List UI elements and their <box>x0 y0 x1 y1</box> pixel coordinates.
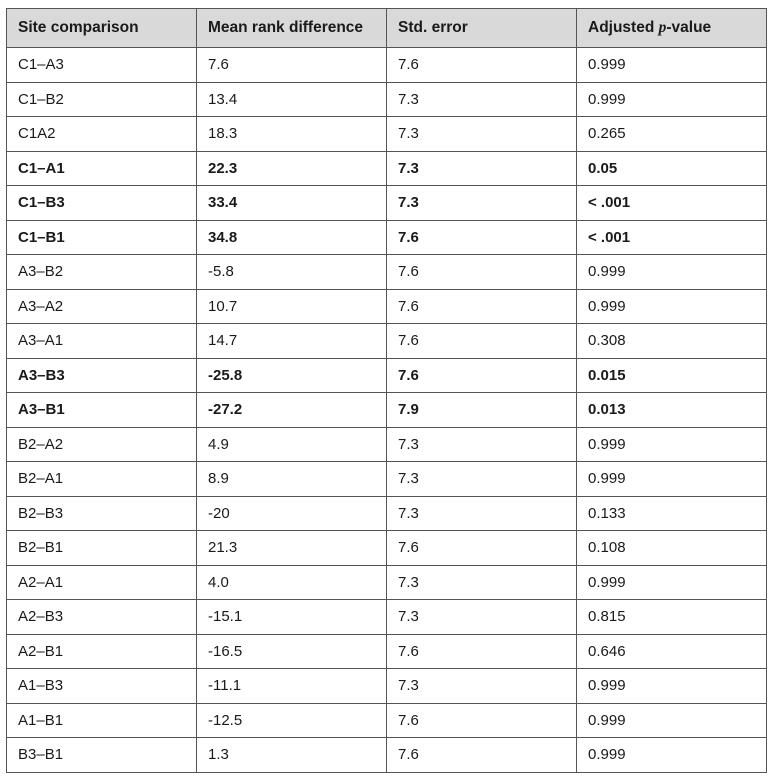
table-row <box>7 669 767 704</box>
mean-rank-difference-cell: 22.3 <box>197 151 387 186</box>
adjusted-p-value-cell: 0.133 <box>577 496 767 531</box>
mean-rank-difference-cell: 13.4 <box>197 82 387 117</box>
table-row <box>7 117 767 152</box>
adjusted-p-value-cell: 0.015 <box>577 358 767 393</box>
table-row <box>7 289 767 324</box>
std-error-cell: 7.3 <box>387 462 577 497</box>
adjusted-p-value-cell: 0.999 <box>577 48 767 83</box>
std-error-cell: 7.6 <box>387 531 577 566</box>
table-row <box>7 427 767 462</box>
mean-rank-difference-cell: 8.9 <box>197 462 387 497</box>
std-error-cell: 7.9 <box>387 393 577 428</box>
comparison-cell: A2–A1 <box>7 565 197 600</box>
std-error-cell: 7.3 <box>387 117 577 152</box>
mean-rank-difference-cell: 34.8 <box>197 220 387 255</box>
comparison-cell: C1–A3 <box>7 48 197 83</box>
comparison-cell: C1–B3 <box>7 186 197 221</box>
table-row <box>7 393 767 428</box>
adjusted-p-value-cell: 0.646 <box>577 634 767 669</box>
table-row <box>7 48 767 83</box>
mean-rank-difference-cell: 1.3 <box>197 738 387 773</box>
adjusted-p-value-cell: 0.999 <box>577 427 767 462</box>
comparison-cell: A2–B3 <box>7 600 197 635</box>
comparison-cell: A3–B3 <box>7 358 197 393</box>
mean-rank-difference-cell: 18.3 <box>197 117 387 152</box>
adjusted-p-value-cell: < .001 <box>577 186 767 221</box>
adjusted-p-value-cell: 0.999 <box>577 289 767 324</box>
mean-rank-difference-cell: 21.3 <box>197 531 387 566</box>
table-row <box>7 82 767 117</box>
comparison-cell: B2–B3 <box>7 496 197 531</box>
mean-rank-difference-cell: 33.4 <box>197 186 387 221</box>
std-error-cell: 7.6 <box>387 255 577 290</box>
std-error-cell: 7.6 <box>387 358 577 393</box>
table-header <box>7 9 767 48</box>
table-row <box>7 220 767 255</box>
mean-rank-difference-cell: -16.5 <box>197 634 387 669</box>
mean-rank-difference-cell: 10.7 <box>197 289 387 324</box>
table-row <box>7 324 767 359</box>
mean-rank-difference-cell: -25.8 <box>197 358 387 393</box>
std-error-cell: 7.6 <box>387 703 577 738</box>
std-error-cell: 7.6 <box>387 220 577 255</box>
adjusted-p-value-cell: 0.013 <box>577 393 767 428</box>
table-row <box>7 496 767 531</box>
table-row <box>7 703 767 738</box>
header-adjusted-p-value <box>577 9 767 48</box>
table-row <box>7 186 767 221</box>
comparison-cell: A3–B2 <box>7 255 197 290</box>
table-row <box>7 255 767 290</box>
adjusted-p-value-cell: 0.05 <box>577 151 767 186</box>
adjusted-p-value-cell: < .001 <box>577 220 767 255</box>
std-error-cell: 7.6 <box>387 738 577 773</box>
std-error-cell: 7.6 <box>387 324 577 359</box>
adjusted-p-value-cell: 0.999 <box>577 82 767 117</box>
header-site-comparison: Site comparison <box>7 9 197 48</box>
mean-rank-difference-cell: -5.8 <box>197 255 387 290</box>
comparison-cell: C1–A1 <box>7 151 197 186</box>
header-std-error: Std. error <box>387 9 577 48</box>
site-comparison-table <box>6 8 767 773</box>
adjusted-p-value-cell: 0.999 <box>577 738 767 773</box>
comparison-cell: C1A2 <box>7 117 197 152</box>
mean-rank-difference-cell: -12.5 <box>197 703 387 738</box>
adjusted-p-value-cell: 0.815 <box>577 600 767 635</box>
header-adjusted-p-prefix: Adjusted <box>588 19 659 36</box>
mean-rank-difference-cell: 4.0 <box>197 565 387 600</box>
comparison-cell: A1–B1 <box>7 703 197 738</box>
adjusted-p-value-cell: 0.108 <box>577 531 767 566</box>
table-row <box>7 634 767 669</box>
header-adjusted-p-italic: p <box>658 19 667 36</box>
std-error-cell: 7.3 <box>387 496 577 531</box>
adjusted-p-value-cell: 0.999 <box>577 565 767 600</box>
header-row <box>7 9 767 48</box>
std-error-cell: 7.3 <box>387 82 577 117</box>
table-row <box>7 531 767 566</box>
std-error-cell: 7.3 <box>387 565 577 600</box>
comparison-cell: B3–B1 <box>7 738 197 773</box>
table-container <box>6 8 766 773</box>
comparison-cell: C1–B1 <box>7 220 197 255</box>
table-row <box>7 565 767 600</box>
adjusted-p-value-cell: 0.265 <box>577 117 767 152</box>
comparison-cell: B2–A1 <box>7 462 197 497</box>
comparison-cell: C1–B2 <box>7 82 197 117</box>
table-row <box>7 462 767 497</box>
std-error-cell: 7.3 <box>387 151 577 186</box>
std-error-cell: 7.6 <box>387 634 577 669</box>
mean-rank-difference-cell: -27.2 <box>197 393 387 428</box>
adjusted-p-value-cell: 0.308 <box>577 324 767 359</box>
std-error-cell: 7.6 <box>387 48 577 83</box>
comparison-cell: A1–B3 <box>7 669 197 704</box>
adjusted-p-value-cell: 0.999 <box>577 703 767 738</box>
mean-rank-difference-cell: 14.7 <box>197 324 387 359</box>
table-row <box>7 738 767 773</box>
adjusted-p-value-cell: 0.999 <box>577 462 767 497</box>
comparison-cell: A2–B1 <box>7 634 197 669</box>
comparison-cell: A3–B1 <box>7 393 197 428</box>
comparison-cell: B2–A2 <box>7 427 197 462</box>
table-row <box>7 358 767 393</box>
header-adjusted-p-suffix: -value <box>666 19 712 36</box>
comparison-cell: A3–A2 <box>7 289 197 324</box>
mean-rank-difference-cell: -15.1 <box>197 600 387 635</box>
header-mean-rank-difference: Mean rank difference <box>197 9 387 48</box>
std-error-cell: 7.3 <box>387 669 577 704</box>
mean-rank-difference-cell: -20 <box>197 496 387 531</box>
table-row <box>7 600 767 635</box>
table-body <box>7 48 767 773</box>
std-error-cell: 7.3 <box>387 600 577 635</box>
adjusted-p-value-cell: 0.999 <box>577 255 767 290</box>
table-row <box>7 151 767 186</box>
comparison-cell: A3–A1 <box>7 324 197 359</box>
mean-rank-difference-cell: -11.1 <box>197 669 387 704</box>
std-error-cell: 7.3 <box>387 427 577 462</box>
std-error-cell: 7.6 <box>387 289 577 324</box>
mean-rank-difference-cell: 4.9 <box>197 427 387 462</box>
adjusted-p-value-cell: 0.999 <box>577 669 767 704</box>
mean-rank-difference-cell: 7.6 <box>197 48 387 83</box>
comparison-cell: B2–B1 <box>7 531 197 566</box>
std-error-cell: 7.3 <box>387 186 577 221</box>
